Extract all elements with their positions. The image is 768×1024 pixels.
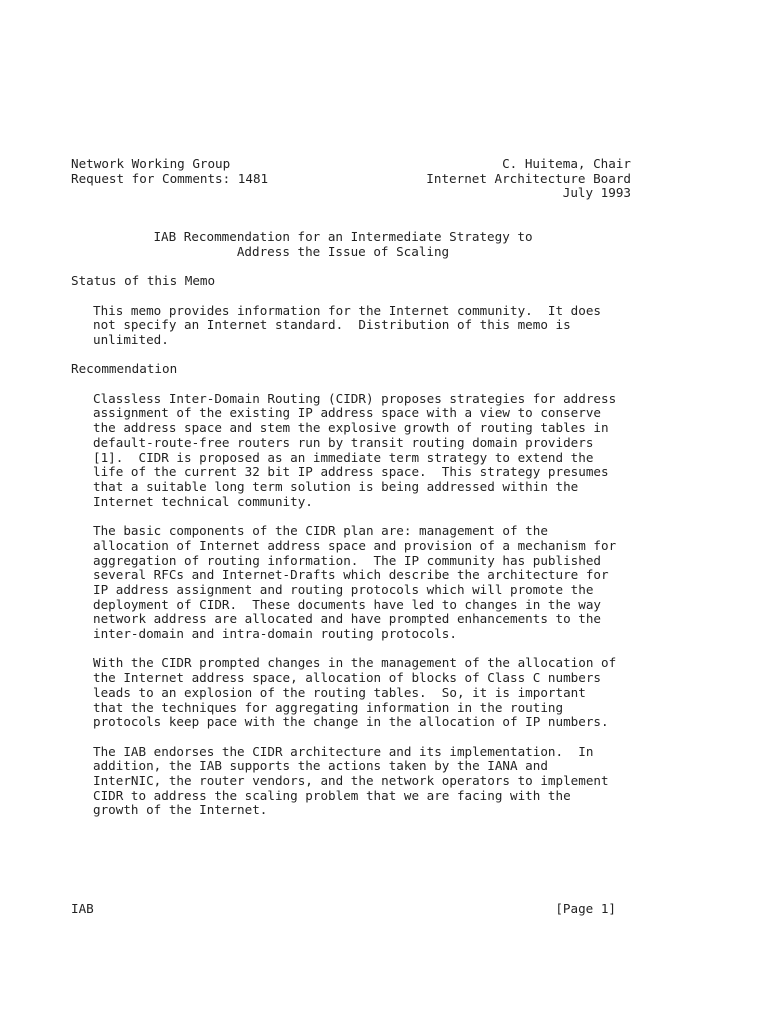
recommendation-paragraph-1 <box>93 392 623 510</box>
status-paragraph <box>93 304 623 348</box>
section-heading-recommendation: Recommendation <box>71 361 178 377</box>
text-line: life of the current 32 bit IP address space. This strategy presumes <box>93 464 609 480</box>
header-line-3 <box>71 186 631 201</box>
header-organization: Internet Architecture Board <box>426 170 631 186</box>
text-line: This memo provides information for the Internet community. It does <box>93 302 601 318</box>
text-line: Classless Inter-Domain Routing (CIDR) proposes strategies for address <box>93 390 617 406</box>
recommendation-paragraph-4 <box>93 745 623 819</box>
text-line: growth of the Internet. <box>93 802 268 818</box>
section-heading-status: Status of this Memo <box>71 273 216 289</box>
header-group: Network Working Group <box>71 156 231 171</box>
text-line: network address are allocated and have prompted enhancements to the <box>93 611 601 627</box>
text-line: default-route-free routers run by transit routing domain providers <box>93 434 594 450</box>
text-line: InterNIC, the router vendors, and the network operators to implement <box>93 773 609 789</box>
header-author: C. Huitema, Chair <box>502 156 631 171</box>
text-line: deployment of CIDR. These documents have led to changes in the way <box>93 596 601 612</box>
header-rfc-number: Request for Comments: 1481 <box>71 170 269 186</box>
rfc-page <box>71 157 631 818</box>
page-footer <box>71 902 616 917</box>
page-number: [Page 1] <box>555 901 616 916</box>
recommendation-paragraph-3 <box>93 656 623 730</box>
text-line: The IAB endorses the CIDR architecture and its implementation. In <box>93 743 594 759</box>
text-line: protocols keep pace with the change in the allocation of IP numbers. <box>93 714 609 730</box>
text-line: Internet technical community. <box>93 493 313 509</box>
text-line: the address space and stem the explosive growth of routing tables in <box>93 420 609 436</box>
text-line: assignment of the existing IP address space with a view to conserve <box>93 405 601 421</box>
text-line: not specify an Internet standard. Distribution of this memo is <box>93 317 571 333</box>
footer-author: IAB <box>71 901 94 916</box>
text-line: IP address assignment and routing protocols which will promote the <box>93 581 594 597</box>
text-line: that the techniques for aggregating information in the routing <box>93 699 564 715</box>
title-line: Address the Issue of Scaling <box>236 243 450 259</box>
document-title <box>71 230 615 259</box>
text-line: unlimited. <box>93 332 169 347</box>
text-line: allocation of Internet address space and provision of a mechanism for <box>93 537 617 553</box>
text-line: the Internet address space, allocation of blocks of Class C numbers <box>93 670 601 686</box>
text-line: several RFCs and Internet-Drafts which describe the architecture for <box>93 567 609 583</box>
text-line: aggregation of routing information. The IP community has published <box>93 552 601 568</box>
text-line: that a suitable long term solution is being addressed within the <box>93 479 579 494</box>
text-line: leads to an explosion of the routing tables. So, it is important <box>93 684 586 700</box>
text-line: inter-domain and intra-domain routing protocols. <box>93 626 457 642</box>
header-date: July 1993 <box>562 185 631 201</box>
recommendation-paragraph-2 <box>93 524 623 642</box>
header-line-2 <box>71 172 631 187</box>
header-line-1 <box>71 157 631 172</box>
text-line: [1]. CIDR is proposed as an immediate term strategy to extend the <box>93 449 594 465</box>
text-line: addition, the IAB supports the actions taken by the IANA and <box>93 758 548 774</box>
title-line: IAB Recommendation for an Intermediate Strategy to <box>153 229 533 245</box>
text-line: The basic components of the CIDR plan are: management of the <box>93 523 548 539</box>
text-line: With the CIDR prompted changes in the management of the allocation of <box>93 655 617 671</box>
text-line: CIDR to address the scaling problem that we are facing with the <box>93 787 571 803</box>
